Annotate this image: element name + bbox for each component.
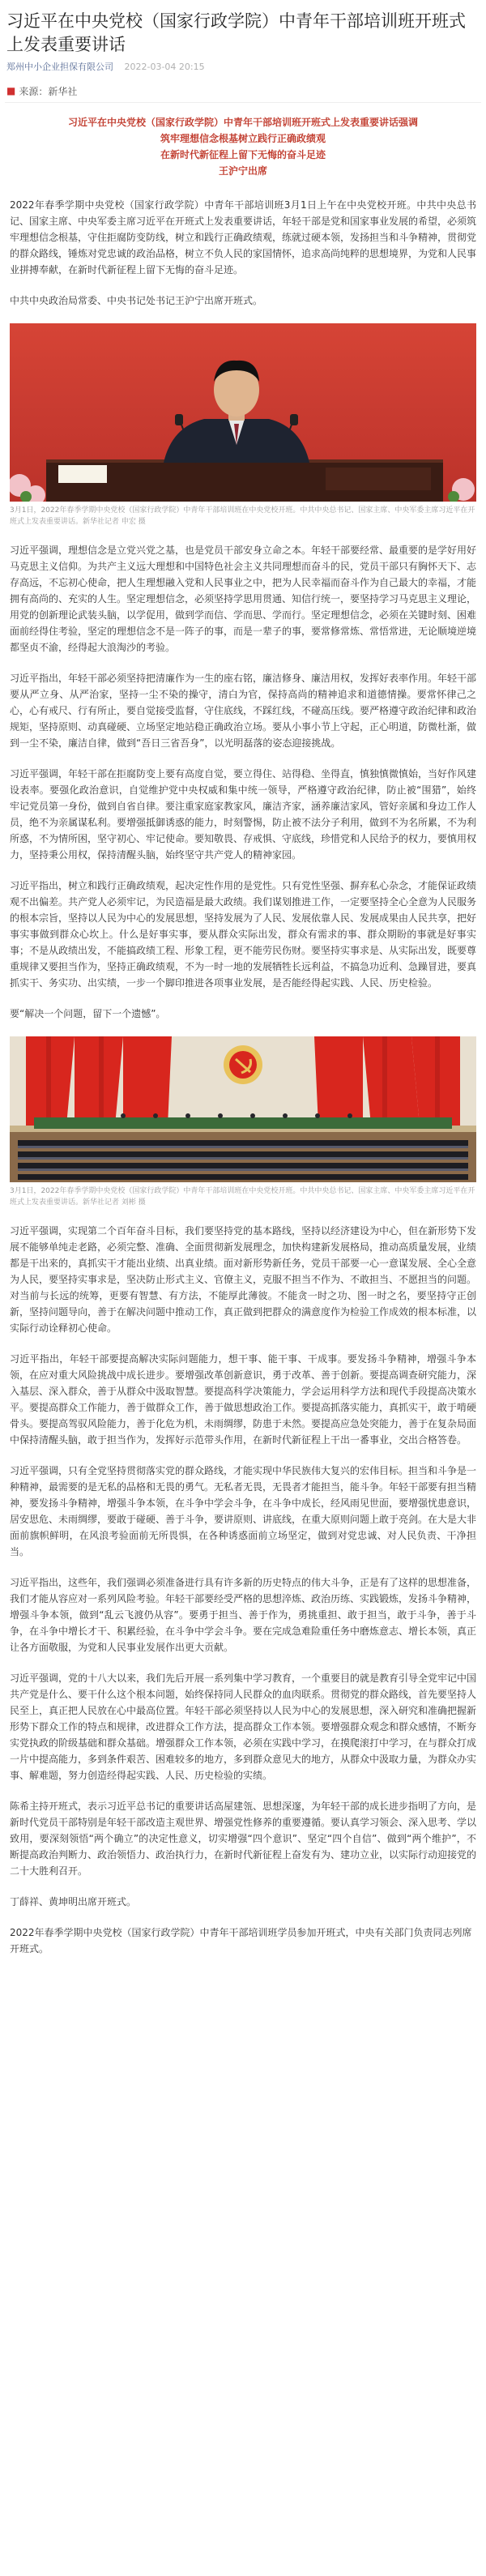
paragraph: 习近平强调，实现第二个百年奋斗目标，我们要坚持党的基本路线，坚持以经济建设为中心，但在新形势下发展不能够单纯走老路，必须完整、准确、全面贯彻新发展理念，加快构建新发展格局，推动高质量发展，业绩都是干出来的，真抓实干才能出业绩、出真业绩。面对新形势新任务，党员干部要一心一意谋发展、全心全意为人民，要坚持实事求是，坚决防止形式主义、官僚主义，克服不担当不作为、不敢担当、不愿担当的问题。对当前与长远的统筹，更要有智慧、有方法，不能厚此薄彼。不能贪一时之功、图一时之名，要坚持守正创新，坚持问题导向，善于在解决问题中推动工作，真正做到把群众的满意度作为检验工作成效的根本标准，以实际行动诠释初心使命。: [10, 1225, 477, 1334]
headline-line: 习近平在中央党校（国家行政学院）中青年干部培训班开班式上发表重要讲话强调: [67, 117, 418, 128]
paragraph: 习近平指出，这些年，我们强调必须准备进行具有许多新的历史特点的伟大斗争，正是有了这样的思想准备，我们才能从容应对一系列风险考验。年轻干部要经受严格的思想淬炼、政治历练、实践锻炼，发扬斗争精神，增强斗争本领，做到“乱云飞渡仍从容”。要勇于担当、善于作为，勇挑重担、敢于担当，敢于斗争，善于斗争，在斗争中增长才干、积累经验，在斗争中学会斗争。要在完成急难险重任务中磨炼意志、增长本领，真正让各方面敬服，为党和人民事业发展作出更大贡献。: [10, 1577, 477, 1653]
paragraph: 习近平强调，只有全党坚持贯彻落实党的群众路线，才能实现中华民族伟大复兴的宏伟目标。担当和斗争是一种精神，最需要的是无私的品格和无畏的勇气。无私者无畏，无畏者才能担当，能斗争。年轻干部要有担当精神，要发扬斗争精神，增强斗争本领，在斗争中学会斗争，在斗争中成长，经风雨见世面，要增强忧患意识，居安思危、未雨绸缪，要敢于碰硬、善于斗争，要讲原则、讲底线，在重大原则问题上敢于亮剑。在大是大非面前旗帜鲜明，在风浪考验面前无所畏惧，在各种诱惑面前立场坚定，做到对党忠诚、对人民负责、干净担当。: [10, 1465, 477, 1557]
paragraph: 习近平强调，年轻干部在拒腐防变上要有高度自觉，要立得住、站得稳、坐得直，慎独慎微慎始，当好作风建设表率。要强化政治意识，自觉维护党中央权威和集中统一领导，严格遵守政治纪律，防止被“围猎”，始终牢记党员第一身份，做到自省自律。要注重家庭家教家风，廉洁齐家，涵养廉洁家风，管好亲属和身边工作人员，绝不为亲属谋私利。要增强抵御诱惑的能力，时刻警惕，防止被不法分子利用，做到不为名所累，不为利所惑，不为情所困，坚守初心、牢记使命。要知敬畏、存戒惧、守底线，珍惜党和人民给予的权力，要慎用权力，坚持秉公用权，保持清醒头脑，始终坚守共产党人的精神家园。: [10, 768, 477, 861]
headline-block: [10, 114, 476, 179]
paragraph: 习近平强调，理想信念是立党兴党之基，也是党员干部安身立命之本。年轻干部要经常、最重要的是学好用好马克思主义信仰。为共产主义远大理想和中国特色社会主义共同理想而奋斗的民，党员干部只有胸怀天下、志存高远，不忘初心使命，把人生理想融入党和人民事业之中，把为人民幸福而奋斗作为自己最大的幸福，才能拥有高尚的、充实的人生。坚定理想信念，必须坚持学思用贯通、知信行统一，要坚持学习马克思主义理论，用党的创新理论武装头脑，以学促用，做到学而信、学而思、学而行。坚定理想信念，必须在关键时刻、困难面前经得住考验，坚定的理想信念不是一阵子的事，而是一辈子的事，要常修常炼、常悟常进，无论顺境逆境都坚贞不渝，经得起大浪淘沙的考验。: [10, 545, 477, 653]
paragraph: 习近平指出，年轻干部要提高解决实际问题能力，想干事、能干事、干成事。要发扬斗争精神，增强斗争本领，在应对重大风险挑战中成长进步。要增强改革创新意识，勇于改革、善于创新。要提高调查研究能力，深入基层、深入群众，善于从群众中汲取智慧。要提高科学决策能力，学会运用科学方法和现代手段提高决策水平。要提高群众工作能力，善于做群众工作，善于做思想政治工作。要提高抓落实能力，真抓实干，敢于啃硬骨头。要提高驾驭风险能力，善于化危为机，未雨绸缪，防患于未然。要提高应急处突能力，善于在复杂局面中保持清醒头脑，敢于担当作为，发挥好示范带头作用，在新时代新征程上干出一番事业，交出合格答卷。: [10, 1353, 477, 1446]
square-icon: ■: [6, 85, 16, 96]
paragraph: 中共中央政治局常委、中央书记处书记王沪宁出席开班式。: [10, 295, 263, 306]
paragraph: 要“解决一个问题，留下一个遗憾”。: [10, 1008, 166, 1019]
source-bar: [5, 79, 481, 103]
article-body: [5, 114, 481, 1957]
source-label: 来源：新华社: [19, 85, 78, 97]
headline-line: 筑牢理想信念根基树立践行正确政绩观: [160, 133, 326, 144]
paragraph: 习近平强调，党的十八大以来，我们先后开展一系列集中学习教育，一个重要目的就是教育引导全党牢记中国共产党是什么、要干什么这个根本问题，始终保持同人民群众的血肉联系。贯彻党的群众路线，首先要坚持人民至上，真正把人民放在心中最高位置。年轻干部必须坚持以人民为中心的发展思想，深入研究和准确把握新形势下群众工作的特点和规律，改进群众工作方法，提高群众工作本领。要增强群众观念和群众感情，不断夯实党执政的阶级基础和群众基础。增强群众工作本领，必须在实践中学习，在摸爬滚打中学习，在与群众打成一片中提高能力，多到条件艰苦、困难较多的地方，多到群众意见大的地方，从群众中汲取力量，为群众办实事、解难题，努力创造经得起实践、人民、历史检验的实绩。: [10, 1672, 477, 1781]
headline-line: 在新时代新征程上留下无悔的奋斗足迹: [160, 149, 326, 160]
headline-line: 王沪宁出席: [218, 165, 267, 177]
paragraph: 习近平指出，树立和践行正确政绩观，起决定性作用的是党性。只有党性坚强、摒弃私心杂念，才能保证政绩观不出偏差。共产党人必须牢记，为民造福是最大政绩。我们谋划推进工作，一定要坚持全心全意为人民服务的根本宗旨，坚持以人民为中心的发展思想，坚持发展为了人民、发展依靠人民、发展成果由人民共享，把好事实事做到群众心坎上。什么是好事实事，要从群众实际出发，群众有需求的事、群众期盼的事就是好事实事；不是从政绩出发，不能搞政绩工程、形象工程，更不能劳民伤财。要坚持实事求是、从实际出发，既要尊重规律又要担当作为，坚持正确政绩观，不为一时一地的发展牺牲长远利益，不搞急功近利、急躁冒进，要真抓实干、务实功、出实绩，一步一个脚印推进各项事业发展，是否能经得起实践、人民、历史检验。: [10, 880, 477, 989]
photo-caption: 3月1日，2022年春季学期中央党校（国家行政学院）中青年干部培训班在中央党校开班。中共中央总书记、国家主席、中央军委主席习近平在开班式上发表重要讲话。新华社记者 申宏 摄: [10, 506, 475, 526]
footer-text: 2022年春季学期中央党校（国家行政学院）中青年干部培训班学员参加开班式，中央有关部门负责同志列席开班式。: [10, 1927, 472, 1954]
paragraph: 2022年春季学期中央党校（国家行政学院）中青年干部培训班3月1日上午在中央党校开班。中共中央总书记、国家主席、中央军委主席习近平在开班式上发表重要讲话，年轻干部是党和国家事业发展的希望，必须筑牢理想信念根基，守住拒腐防变防线，树立和践行正确政绩观，练就过硬本领，发扬担当和斗争精神，贯彻党的群众路线，锤炼对党忠诚的政治品格，树立不负人民的家国情怀，追求高尚纯粹的思想境界，为党和人民事业拼搏奉献，在新时代新征程上留下无悔的奋斗足迹。: [10, 199, 477, 276]
article-title: 习近平在中央党校（国家行政学院）中青年干部培训班开班式上发表重要讲话: [6, 11, 466, 54]
photo-caption: 3月1日，2022年春季学期中央党校（国家行政学院）中青年干部培训班在中央党校开班。中共中央总书记、国家主席、中央军委主席习近平在开班式上发表重要讲话。新华社记者 刘彬 摄: [10, 1187, 475, 1207]
photo-auditorium[interactable]: [10, 1036, 476, 1182]
paragraph: 丁薛祥、黄坤明出席开班式。: [10, 1896, 137, 1907]
account-name[interactable]: 郑州中小企业担保有限公司: [6, 62, 113, 72]
article-meta: [6, 60, 480, 73]
publish-date: 2022-03-04 20:15: [124, 62, 205, 72]
paragraph: 陈希主持开班式，表示习近平总书记的重要讲话高屋建瓴、思想深邃，为年轻干部的成长进步指明了方向，是新时代党员干部特别是年轻干部改造主观世界、增强党性修养的重要遵循。要认真学习领会、深入思考、学以致用，要深刻领悟“两个确立”的决定性意义，切实增强“四个意识”、坚定“四个自信”、做到“两个维护”，不断提高政治判断力、政治领悟力、政治执行力，在新时代新征程上奋发有为、建功立业，以实际行动迎接党的二十大胜利召开。: [10, 1801, 477, 1877]
photo-speech[interactable]: [10, 323, 476, 502]
paragraph: 习近平指出，年轻干部必须坚持把清廉作为一生的座右铭，廉洁修身、廉洁用权，发挥好表率作用。年轻干部要从严立身、从严治家，坚持一尘不染的操守，清白为官，保持高尚的精神追求和道德情操。要常怀律己之心，心有戒尺、行有所止，要自觉接受监督，守住底线，不踩红线，不碰高压线。要严格遵守政治纪律和政治规矩，坚持原则、动真碰硬、立场坚定地站稳正确政治立场。要从小事小节上守起，正心明道，防微杜渐，做到一尘不染，廉洁自律，做到“吾日三省吾身”，以光明磊落的姿态迎接挑战。: [10, 673, 477, 749]
